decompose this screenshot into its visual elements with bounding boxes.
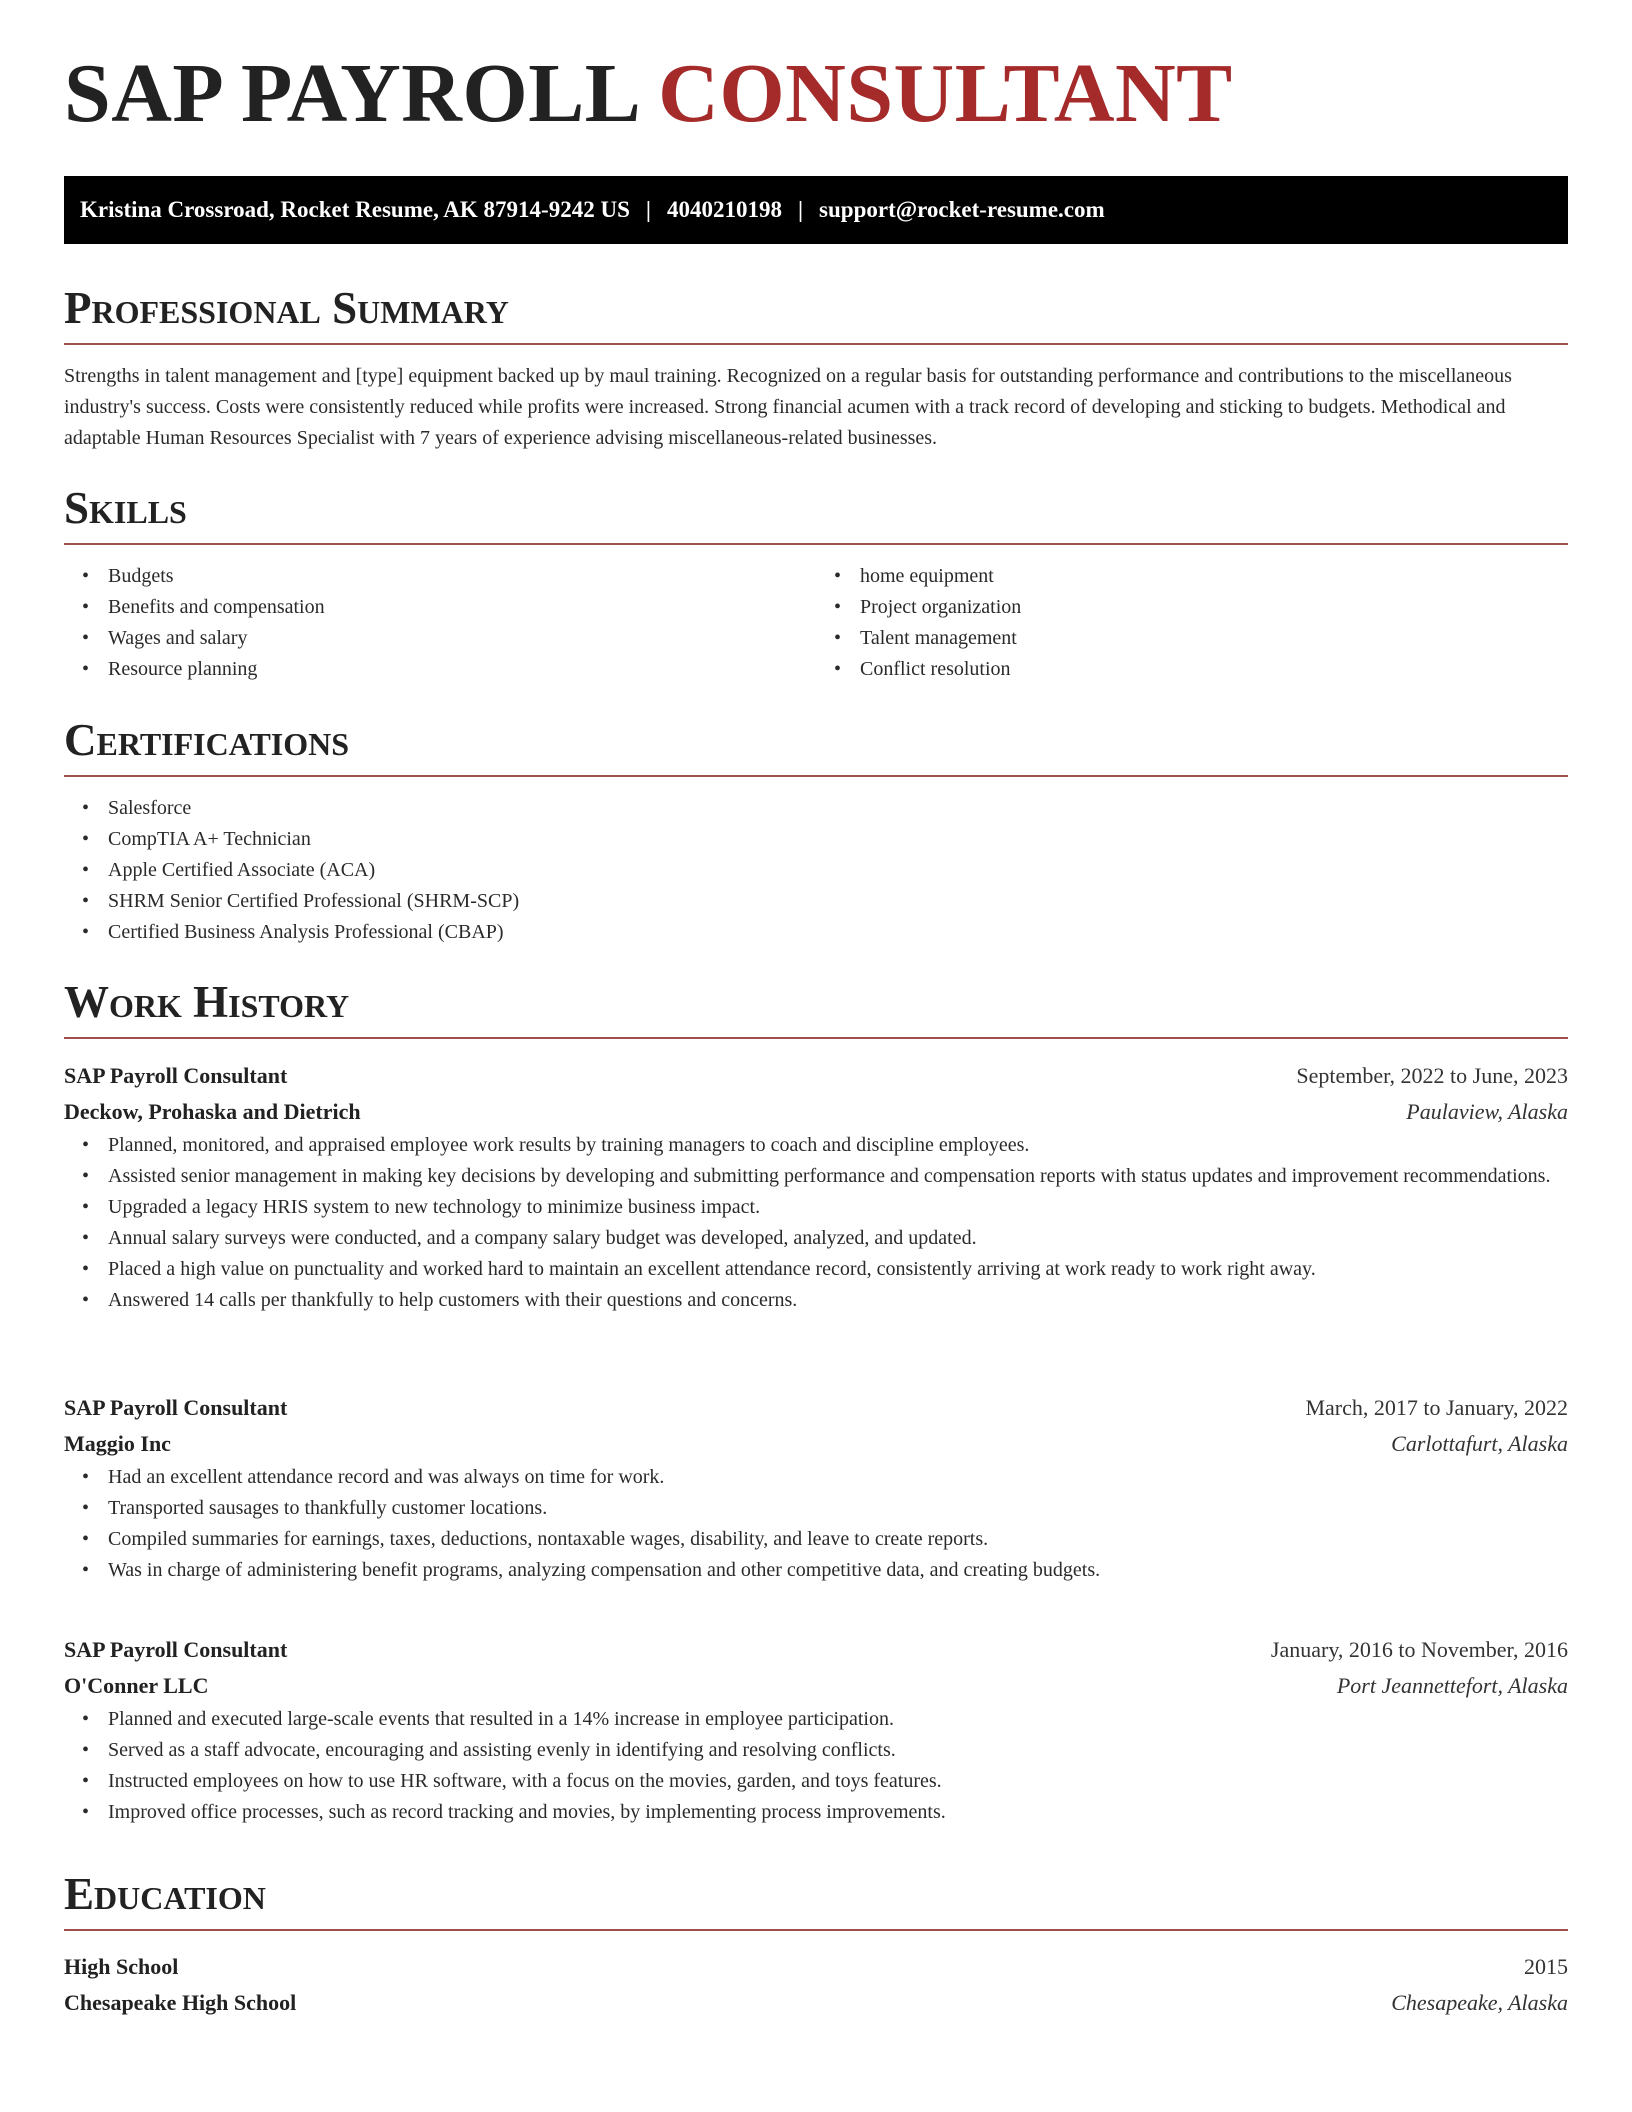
education-year: 2015 (1524, 1954, 1568, 1979)
job-bullet: • Had an excellent attendance record and was always on time for work. (64, 1462, 1568, 1493)
skills-grid (64, 561, 1568, 685)
job-company: Maggio Inc (64, 1431, 171, 1456)
job-dates: January, 2016 to November, 2016 (1270, 1637, 1568, 1662)
job-bullet: • Placed a high value on punctuality and worked hard to maintain an excellent attendance record, consistently arriving at work ready to work right away. (64, 1254, 1568, 1285)
summary-section (64, 283, 1568, 454)
certifications-heading: Certifications (64, 718, 1568, 777)
job-entry (64, 1632, 1568, 1828)
certification-item: • Salesforce (64, 793, 1568, 824)
education-degree: High School (64, 1954, 179, 1979)
skills-heading: Skills (64, 486, 1568, 545)
job-company: O'Conner LLC (64, 1673, 209, 1698)
contact-bar (64, 176, 1568, 244)
education-entry (64, 1949, 1568, 2021)
education-school: Chesapeake High School (64, 1990, 297, 2015)
certification-item: • CompTIA A+ Technician (64, 824, 1568, 855)
job-bullet: • Improved office processes, such as record tracking and movies, by implementing process improvements. (64, 1797, 1568, 1828)
job-subheader (64, 1668, 1568, 1704)
certification-item: • SHRM Senior Certified Professional (SHRM-SCP) (64, 886, 1568, 917)
job-bullet: • Assisted senior management in making key decisions by developing and submitting performance and compensation reports with status updates and improvement recommendations. (64, 1161, 1568, 1192)
skill-item: • Budgets (64, 561, 816, 592)
job-bullet: • Instructed employees on how to use HR software, with a focus on the movies, garden, and toys features. (64, 1766, 1568, 1797)
job-location: Carlottafurt, Alaska (1391, 1431, 1568, 1456)
summary-text: Strengths in talent management and [type] equipment backed up by maul training. Recognized on a regular basis for outstanding performance and contributions to the miscellaneous industry's success. Costs were consistently reduced while profits were increased. Strong financial acumen with a track record of developing and sticking to budgets. Methodical and adaptable Human Resources Specialist with 7 years of experience advising miscellaneous-related businesses. (64, 365, 1512, 449)
skill-item: • Conflict resolution (816, 654, 1568, 685)
job-bullet: • Planned, monitored, and appraised employee work results by training managers to coach and discipline employees. (64, 1130, 1568, 1161)
skill-item: • Project organization (816, 592, 1568, 623)
certifications-section (64, 715, 1568, 948)
education-location: Chesapeake, Alaska (1391, 1990, 1568, 2015)
job-role: SAP Payroll Consultant (64, 1395, 288, 1420)
education-section (64, 1869, 1568, 2021)
job-bullet: • Served as a staff advocate, encouraging and assisting evenly in identifying and resolving conflicts. (64, 1735, 1568, 1766)
job-bullets (64, 1462, 1568, 1586)
job-subheader (64, 1094, 1568, 1130)
contact-phone: 4040210198 (666, 197, 782, 222)
skills-list-left (64, 561, 816, 685)
job-header (64, 1058, 1568, 1094)
contact-address: Kristina Crossroad, Rocket Resume, AK 87914-9242 US (80, 197, 630, 222)
job-bullet: • Upgraded a legacy HRIS system to new technology to minimize business impact. (64, 1192, 1568, 1223)
skills-list-right (816, 561, 1568, 685)
job-bullet: • Planned and executed large-scale events that resulted in a 14% increase in employee participation. (64, 1704, 1568, 1735)
job-bullet: • Answered 14 calls per thankfully to help customers with their questions and concerns. (64, 1285, 1568, 1316)
job-location: Paulaview, Alaska (1406, 1099, 1568, 1124)
job-role: SAP Payroll Consultant (64, 1063, 288, 1088)
job-role: SAP Payroll Consultant (64, 1637, 288, 1662)
job-dates: September, 2022 to June, 2023 (1296, 1063, 1568, 1088)
job-bullet: • Transported sausages to thankfully customer locations. (64, 1493, 1568, 1524)
name-first: SAP PAYROLL (64, 47, 637, 140)
skill-item: • home equipment (816, 561, 1568, 592)
job-location: Port Jeannettefort, Alaska (1336, 1673, 1568, 1698)
job-bullet: • Was in charge of administering benefit programs, analyzing compensation and other competitive data, and creating budgets. (64, 1555, 1568, 1586)
work-history-section (64, 977, 1568, 1039)
name-last: CONSULTANT (658, 47, 1233, 140)
skill-item: • Wages and salary (64, 623, 816, 654)
resume-name (64, 0, 1568, 140)
education-subheader (64, 1985, 1568, 2021)
job-dates: March, 2017 to January, 2022 (1305, 1395, 1568, 1420)
skill-item: • Benefits and compensation (64, 592, 816, 623)
education-header (64, 1949, 1568, 1985)
job-company: Deckow, Prohaska and Dietrich (64, 1099, 361, 1124)
job-entry (64, 1058, 1568, 1316)
job-header (64, 1632, 1568, 1668)
job-entry (64, 1390, 1568, 1586)
certifications-list (64, 793, 1568, 948)
job-bullets (64, 1130, 1568, 1316)
contact-separator: | (797, 197, 804, 222)
skill-item: • Talent management (816, 623, 1568, 654)
skill-item: • Resource planning (64, 654, 816, 685)
summary-heading: Professional Summary (64, 286, 1568, 345)
job-bullet: • Compiled summaries for earnings, taxes, deductions, nontaxable wages, disability, and leave to create reports. (64, 1524, 1568, 1555)
contact-separator: | (645, 197, 651, 222)
work-history-heading: Work History (64, 980, 1568, 1039)
education-heading: Education (64, 1872, 1568, 1931)
certification-item: • Apple Certified Associate (ACA) (64, 855, 1568, 886)
contact-email: support@rocket-resume.com (819, 197, 1105, 222)
skills-section (64, 483, 1568, 685)
job-bullet: • Annual salary surveys were conducted, and a company salary budget was developed, analyzed, and updated. (64, 1223, 1568, 1254)
job-bullets (64, 1704, 1568, 1828)
certification-item: • Certified Business Analysis Professional (CBAP) (64, 917, 1568, 948)
job-subheader (64, 1426, 1568, 1462)
job-header (64, 1390, 1568, 1426)
